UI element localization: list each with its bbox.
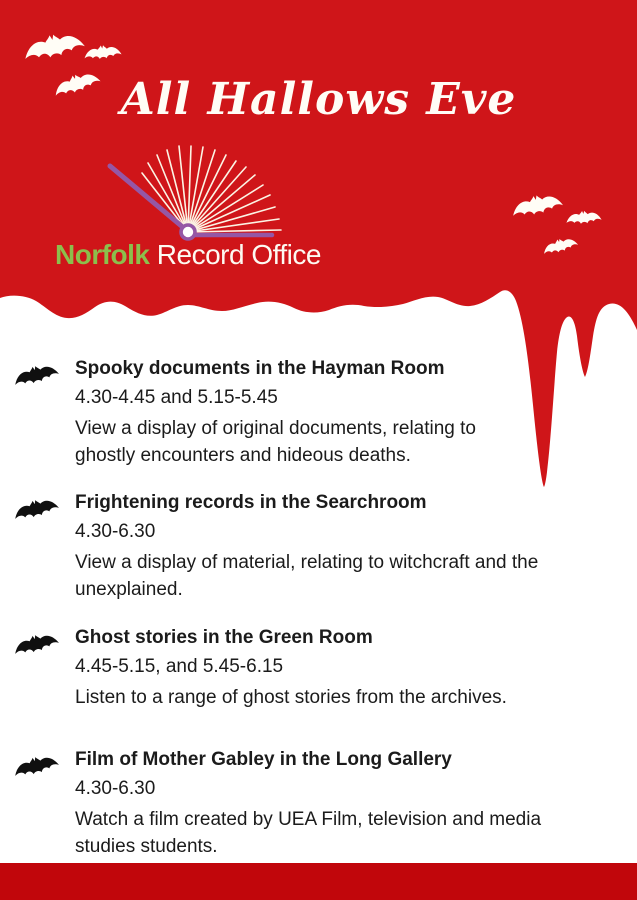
event-description-line: studies students. xyxy=(75,836,218,857)
event-time: 4.30-6.30 xyxy=(75,778,156,799)
event-title: Spooky documents in the Hayman Room xyxy=(75,358,445,379)
event-description xyxy=(75,549,575,603)
event-description-line: View a display of original documents, relating to xyxy=(75,418,476,439)
record-office-fan-logo-icon xyxy=(95,140,290,245)
event-description xyxy=(75,415,575,469)
event-description-line: Watch a film created by UEA Film, television and media xyxy=(75,809,542,830)
bat-icon xyxy=(11,628,63,668)
event-description-line: View a display of material, relating to witchcraft and the xyxy=(75,552,539,573)
event-time: 4.30-4.45 and 5.15-5.45 xyxy=(75,387,278,408)
event-time: 4.45-5.15, and 5.45-6.15 xyxy=(75,656,284,677)
poster-title: All Hallows Eve xyxy=(120,74,517,125)
bat-icon xyxy=(83,42,123,70)
footer-bar xyxy=(0,863,637,900)
event-description-line: Listen to a range of ghost stories from the archives. xyxy=(75,687,507,708)
event-title: Ghost stories in the Green Room xyxy=(75,627,373,648)
event-time: 4.30-6.30 xyxy=(75,521,156,542)
event-description-line: unexplained. xyxy=(75,579,183,600)
event-description xyxy=(75,806,575,860)
event-description-line: ghostly encounters and hideous deaths. xyxy=(75,445,411,466)
event-description xyxy=(75,684,575,711)
logo-wordmark xyxy=(55,238,321,272)
event-title: Frightening records in the Searchroom xyxy=(75,492,427,513)
event-title: Film of Mother Gabley in the Long Gallery xyxy=(75,749,452,770)
bat-icon xyxy=(11,750,63,790)
logo-norfolk-label: Norfolk xyxy=(55,239,150,270)
bat-icon xyxy=(565,208,603,233)
logo-record-office-label: Record Office xyxy=(156,239,321,270)
